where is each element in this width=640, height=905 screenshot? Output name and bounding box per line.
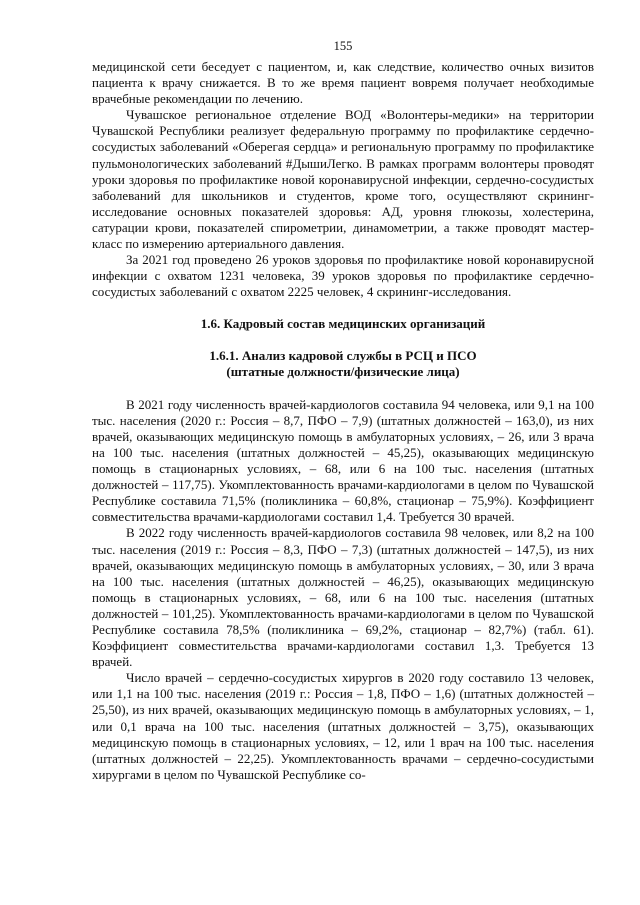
paragraph-cardiovascular-surgeons: Число врачей – сердечно-сосудистых хирургов в 2020 году составило 13 человек, или 1,1 на 100 тыс. населения (2019 г.: Россия – 1,8, ПФО – 1,6) (штатных должностей – 25,50), из них врачей, оказывающих медицинскую помощь в амбулаторных условиях, – 1, или 0,1 врача на 100 тыс. населения (штатных должностей – 3,75), оказывающих медицинскую помощь в стационарных условиях, – 12, или 1 врач на 100 тыс. населения (штатных должностей – 22,25). Укомплектованность врачами – сердечно-сосудистыми хирургами в целом по Чувашской Республике со- [92, 670, 594, 782]
paragraph-cardiologists-2022: В 2022 году численность врачей-кардиологов составила 98 человек, или 8,2 на 100 тыс. населения (2019 г.: Россия – 8,3, ПФО – 7,3) (штатных должностей – 147,5), из них врачей, оказывающих медицинскую помощь в амбулаторных условиях, – 30, или 3 врача на 100 тыс. населения (штатных должностей – 46,25), оказывающих медицинскую помощь в стационарных условиях, – 68, или 6 на 100 тыс. населения (штатных должностей – 101,25). Укомплектованность врачами-кардиологами в целом по Чувашской Республике составила 78,5% (поликлиника – 69,2%, стационар – 82,7%) (табл. 61). Коэффициент совместительства врачами-кардиологами составил 1,3. Требуется 13 врачей. [92, 525, 594, 670]
section-heading: 1.6. Кадровый состав медицинских организаций [200, 316, 486, 332]
page-number: 155 [333, 39, 353, 53]
paragraph-volunteers-program: Чувашское региональное отделение ВОД «Волонтеры-медики» на территории Чувашской Республики реализует федеральную программу по профилактике сердечно-сосудистых заболеваний «Оберегая сердца» и региональную программу по профилактике пульмонологических заболеваний #ДышиЛегко. В рамках программ волонтеры проводят уроки здоровья по профилактике новой коронавирусной инфекции, сердечно-сосудистых заболеваний для школьников и студентов, кроме того, осуществляют скрининг-исследование основных показателей здоровья: АД, уровня глюкозы, холестерина, сатурации крови, показателей спирометрии, динамометрии, а также проводят мастер-класс по измерению артериального давления. [92, 107, 594, 252]
paragraph-telemedicine-continuation: медицинской сети беседует с пациентом, и, как следствие, количество очных визитов пациента к врачу снижается. В то же время пациент вовремя получает необходимые врачебные рекомендации по лечению. [92, 59, 594, 107]
paragraph-cardiologists-2021: В 2021 году численность врачей-кардиологов составила 94 человека, или 9,1 на 100 тыс. населения (2020 г.: Россия – 8,7, ПФО – 7,9) (штатных должностей – 163,0), из них врачей, оказывающих медицинскую помощь в амбулаторных условиях, – 26, или 3 врача на 100 тыс. населения (штатных должностей – 45,25), оказывающих медицинскую помощь в стационарных условиях, – 68, или 6 на 100 тыс. населения (штатных должностей – 117,75). Укомплектованность врачами-кардиологами в целом по Чувашской Республике составила 71,5% (поликлиника – 60,8%, стационар – 75,9%). Коэффициент совместительства врачами-кардиологами составил 1,4. Требуется 30 врачей. [92, 396, 594, 525]
paragraph-health-lessons-2021: За 2021 год проведено 26 уроков здоровья по профилактике новой коронавирусной инфекции с охватом 1231 человека, 39 уроков здоровья по профилактике сердечно-сосудистых заболеваний с охватом 2225 человек, 4 скрининг-исследования. [92, 252, 594, 300]
subsection-heading-line2: (штатные должности/физические лица) [226, 363, 460, 379]
subsection-heading-line1: 1.6.1. Анализ кадровой службы в РСЦ и ПСО [209, 347, 477, 363]
